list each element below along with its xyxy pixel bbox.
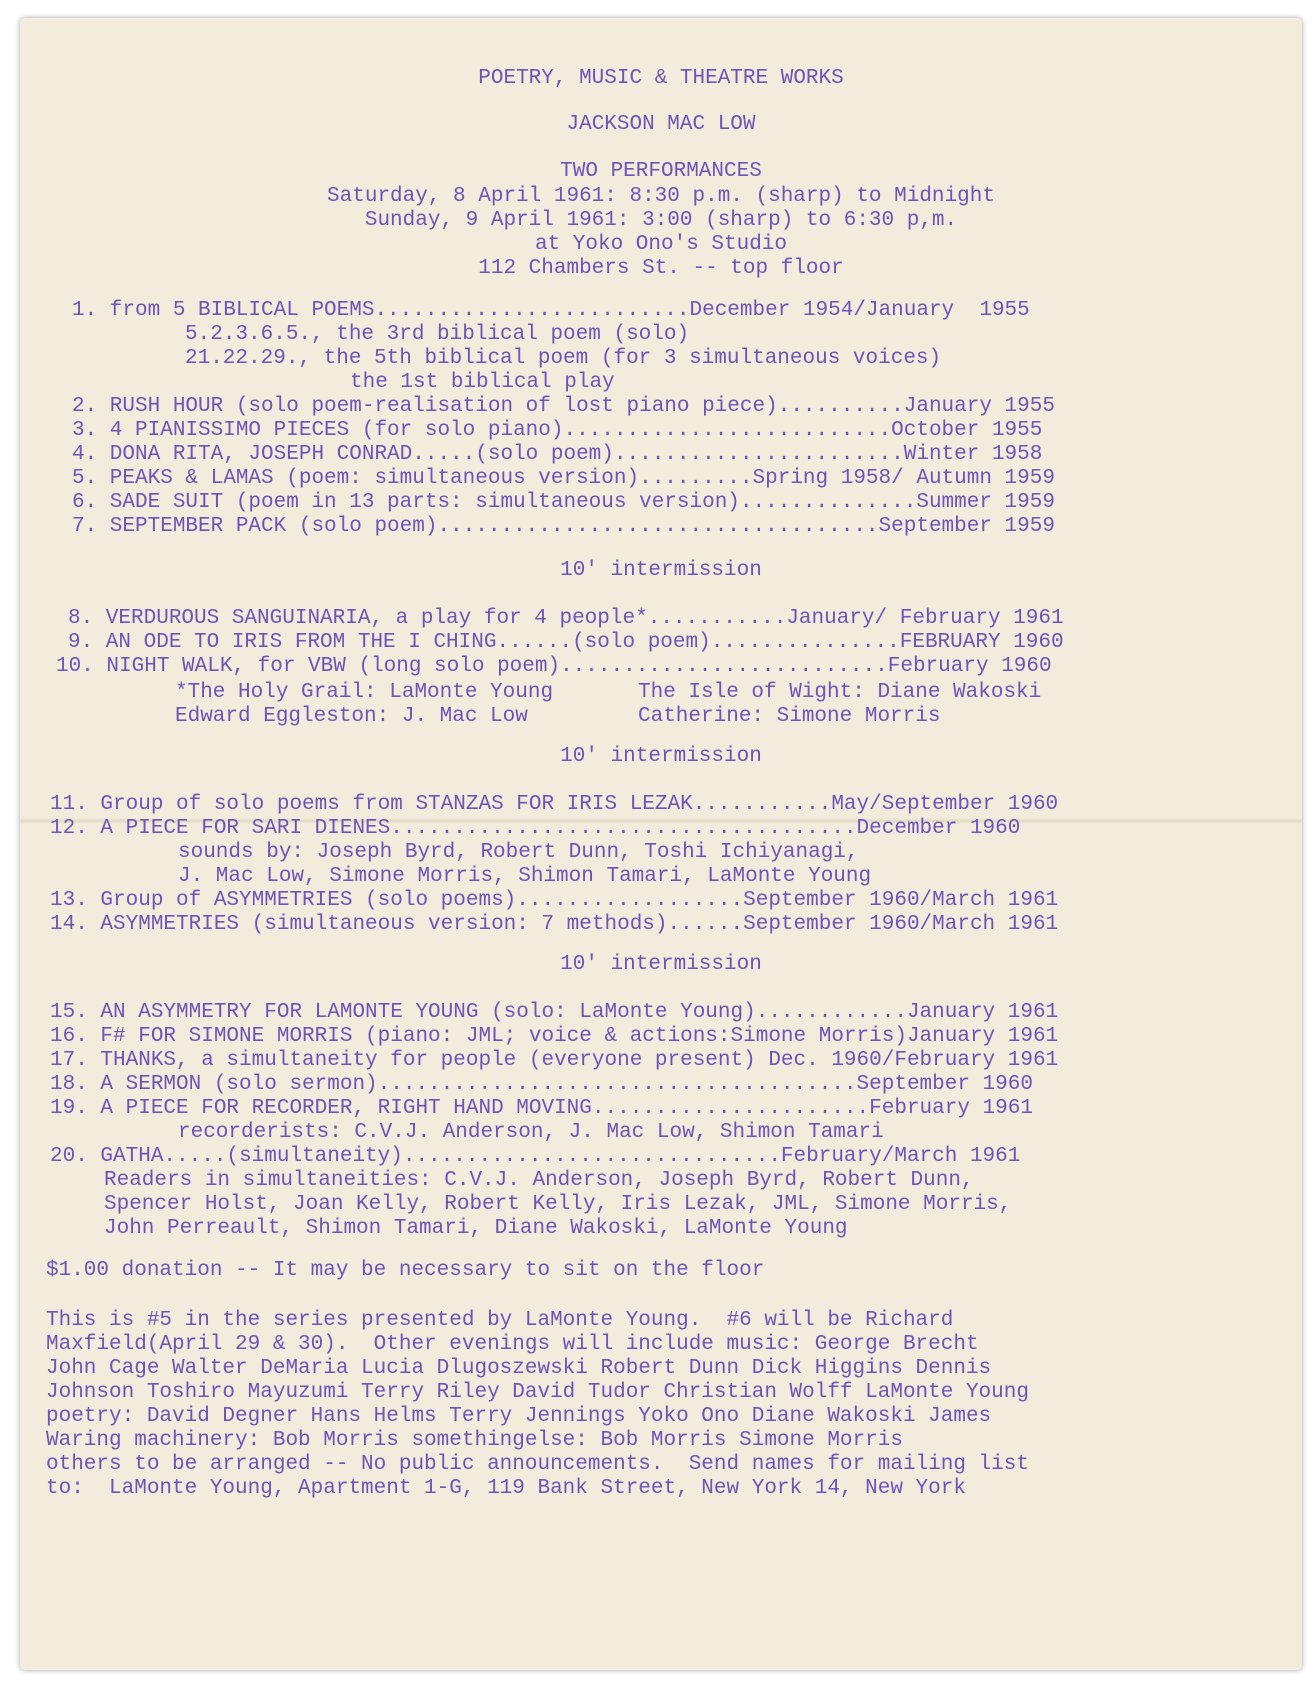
program-item-16: 16. F# FOR SIMONE MORRIS (piano: JML; voice & actions:Simone Morris)January 1961 bbox=[50, 1025, 1059, 1048]
header-venue: at Yoko Ono's Studio bbox=[534, 233, 788, 256]
program-item-1: 1. from 5 BIBLICAL POEMS.........................December 1954/January 1955 bbox=[72, 299, 1030, 322]
intermission-1: 10' intermission bbox=[560, 559, 762, 582]
series-note-8: to: LaMonte Young, Apartment 1-G, 119 Bank Street, New York 14, New York bbox=[46, 1477, 966, 1500]
readers-line-2: Spencer Holst, Joan Kelly, Robert Kelly, Iris Lezak, JML, Simone Morris, bbox=[104, 1193, 1012, 1216]
series-note-6: Waring machinery: Bob Morris somethingelse: Bob Morris Simone Morris bbox=[46, 1429, 903, 1452]
flyer-sheet bbox=[20, 18, 1302, 1670]
intermission-3: 10' intermission bbox=[560, 953, 762, 976]
program-item-3: 3. 4 PIANISSIMO PIECES (for solo piano)..........................October 1955 bbox=[72, 419, 1043, 442]
program-item-8: 8. VERDUROUS SANGUINARIA, a play for 4 people*...........January/ February 1961 bbox=[68, 607, 1064, 630]
header-author: JACKSON MAC LOW bbox=[566, 113, 756, 136]
program-item-1-sub: 21.22.29., the 5th biblical poem (for 3 simultaneous voices) bbox=[185, 347, 942, 370]
program-item-1-sub: 5.2.3.6.5., the 3rd biblical poem (solo) bbox=[185, 323, 690, 346]
series-note-7: others to be arranged -- No public announcements. Send names for mailing list bbox=[46, 1453, 1029, 1476]
intermission-2: 10' intermission bbox=[560, 745, 762, 768]
cast-isle-of-wight: The Isle of Wight: Diane Wakoski bbox=[638, 681, 1042, 704]
readers-line-3: John Perreault, Shimon Tamari, Diane Wakoski, LaMonte Young bbox=[104, 1217, 848, 1240]
program-item-19-sub: recorderists: C.V.J. Anderson, J. Mac Low, Shimon Tamari bbox=[178, 1121, 884, 1144]
header-address: 112 Chambers St. -- top floor bbox=[478, 257, 844, 280]
program-item-2: 2. RUSH HOUR (solo poem-realisation of lost piano piece)..........January 1955 bbox=[72, 395, 1055, 418]
program-item-12: 12. A PIECE FOR SARI DIENES.....................................December 1960 bbox=[50, 817, 1021, 840]
cast-edward-eggleston: Edward Eggleston: J. Mac Low bbox=[175, 705, 528, 728]
program-item-18: 18. A SERMON (solo sermon)......................................September 1960 bbox=[50, 1073, 1033, 1096]
program-item-12-sub: sounds by: Joseph Byrd, Robert Dunn, Toshi Ichiyanagi, bbox=[178, 841, 859, 864]
header-sunday: Sunday, 9 April 1961: 3:00 (sharp) to 6:30 p,m. bbox=[364, 209, 958, 232]
program-item-19: 19. A PIECE FOR RECORDER, RIGHT HAND MOVING......................February 1961 bbox=[50, 1097, 1033, 1120]
program-item-1-sub: the 1st biblical play bbox=[350, 371, 615, 394]
header-performances: TWO PERFORMANCES bbox=[560, 160, 762, 183]
program-item-4: 4. DONA RITA, JOSEPH CONRAD.....(solo poem).......................Winter 1958 bbox=[72, 443, 1043, 466]
program-item-6: 6. SADE SUIT (poem in 13 parts: simultaneous version)..............Summer 1959 bbox=[72, 491, 1055, 514]
program-item-10: 10. NIGHT WALK, for VBW (long solo poem)..........................February 1960 bbox=[56, 655, 1052, 678]
program-item-5: 5. PEAKS & LAMAS (poem: simultaneous version).........Spring 1958/ Autumn 1959 bbox=[72, 467, 1055, 490]
series-note-2: Maxfield(April 29 & 30). Other evenings will include music: George Brecht bbox=[46, 1333, 979, 1356]
program-item-14: 14. ASYMMETRIES (simultaneous version: 7 methods)......September 1960/March 1961 bbox=[50, 913, 1059, 936]
cast-catherine: Catherine: Simone Morris bbox=[638, 705, 941, 728]
program-item-12-sub: J. Mac Low, Simone Morris, Shimon Tamari, LaMonte Young bbox=[178, 865, 872, 888]
readers-line-1: Readers in simultaneities: C.V.J. Anderson, Joseph Byrd, Robert Dunn, bbox=[104, 1169, 974, 1192]
series-note-5: poetry: David Degner Hans Helms Terry Jennings Yoko Ono Diane Wakoski James bbox=[46, 1405, 992, 1428]
program-item-17: 17. THANKS, a simultaneity for people (everyone present) Dec. 1960/February 1961 bbox=[50, 1049, 1059, 1072]
program-item-7: 7. SEPTEMBER PACK (solo poem)...................................September 1959 bbox=[72, 515, 1055, 538]
program-item-15: 15. AN ASYMMETRY FOR LAMONTE YOUNG (solo: LaMonte Young)............January 1961 bbox=[50, 1001, 1059, 1024]
series-note-4: Johnson Toshiro Mayuzumi Terry Riley David Tudor Christian Wolff LaMonte Young bbox=[46, 1381, 1029, 1404]
donation-note: $1.00 donation -- It may be necessary to sit on the floor bbox=[46, 1259, 765, 1282]
cast-holy-grail: *The Holy Grail: LaMonte Young bbox=[175, 681, 554, 704]
program-item-20: 20. GATHA.....(simultaneity)..............................February/March 1961 bbox=[50, 1145, 1021, 1168]
series-note-3: John Cage Walter DeMaria Lucia Dlugoszewski Robert Dunn Dick Higgins Dennis bbox=[46, 1357, 992, 1380]
header-saturday: Saturday, 8 April 1961: 8:30 p.m. (sharp) to Midnight bbox=[327, 185, 995, 208]
program-item-13: 13. Group of ASYMMETRIES (solo poems)..................September 1960/March 1961 bbox=[50, 889, 1059, 912]
program-item-11: 11. Group of solo poems from STANZAS FOR IRIS LEZAK...........May/September 1960 bbox=[50, 793, 1059, 816]
series-note-1: This is #5 in the series presented by LaMonte Young. #6 will be Richard bbox=[46, 1309, 954, 1332]
header-title: POETRY, MUSIC & THEATRE WORKS bbox=[478, 67, 844, 90]
program-item-9: 9. AN ODE TO IRIS FROM THE I CHING......(solo poem)...............FEBRUARY 1960 bbox=[68, 631, 1064, 654]
